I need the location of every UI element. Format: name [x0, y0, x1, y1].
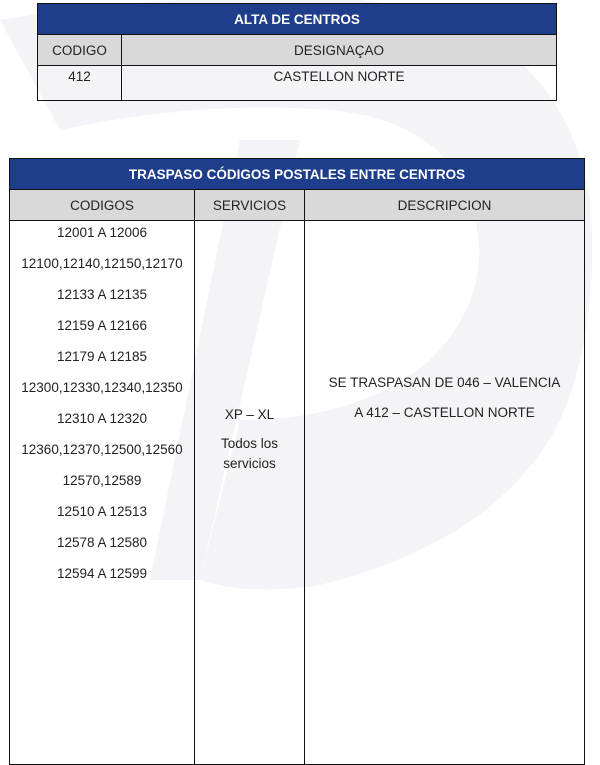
servicio-line: Todos los — [220, 436, 279, 451]
codigo-item: 12159 A 12166 — [56, 318, 148, 333]
descripcion-cell — [305, 221, 585, 765]
codigo-item: 12179 A 12185 — [56, 349, 148, 364]
table-row — [38, 66, 557, 101]
codigo-item: 12510 A 12513 — [56, 504, 148, 519]
codigo-item: 12310 A 12320 — [56, 411, 148, 426]
descripcion-line: SE TRASPASAN DE 046 – VALENCIA — [328, 375, 561, 390]
descripcion-line: A 412 – CASTELLON NORTE — [354, 405, 535, 420]
alta-centros-table — [37, 3, 557, 101]
codigo-item: 12300,12330,12340,12350 — [21, 380, 183, 395]
codigo-item: 12100,12140,12150,12170 — [21, 256, 183, 271]
cell-designacao: CASTELLON NORTE — [122, 66, 557, 101]
alta-centros-title: ALTA DE CENTROS — [38, 4, 557, 35]
codigo-item: 12594 A 12599 — [56, 566, 148, 581]
codigo-item: 12570,12589 — [62, 473, 142, 488]
codigo-item: 12578 A 12580 — [56, 535, 148, 550]
codigos-cell — [10, 221, 195, 765]
header-designacao: DESIGNAÇAO — [122, 35, 557, 66]
table-row — [10, 221, 585, 765]
traspaso-title: TRASPASO CÓDIGOS POSTALES ENTRE CENTROS — [10, 159, 585, 190]
header-descripcion: DESCRIPCION — [305, 190, 585, 221]
header-codigos: CODIGOS — [10, 190, 195, 221]
cell-codigo: 412 — [38, 66, 122, 101]
servicio-line: XP – XL — [224, 407, 275, 422]
codigo-item: 12001 A 12006 — [56, 225, 148, 240]
traspaso-table — [9, 158, 585, 765]
servicio-line: servicios — [223, 456, 276, 471]
codigo-item: 12133 A 12135 — [56, 287, 148, 302]
servicios-cell — [195, 221, 305, 765]
header-servicios: SERVICIOS — [195, 190, 305, 221]
codigo-item: 12360,12370,12500,12560 — [21, 442, 183, 457]
header-codigo: CODIGO — [38, 35, 122, 66]
